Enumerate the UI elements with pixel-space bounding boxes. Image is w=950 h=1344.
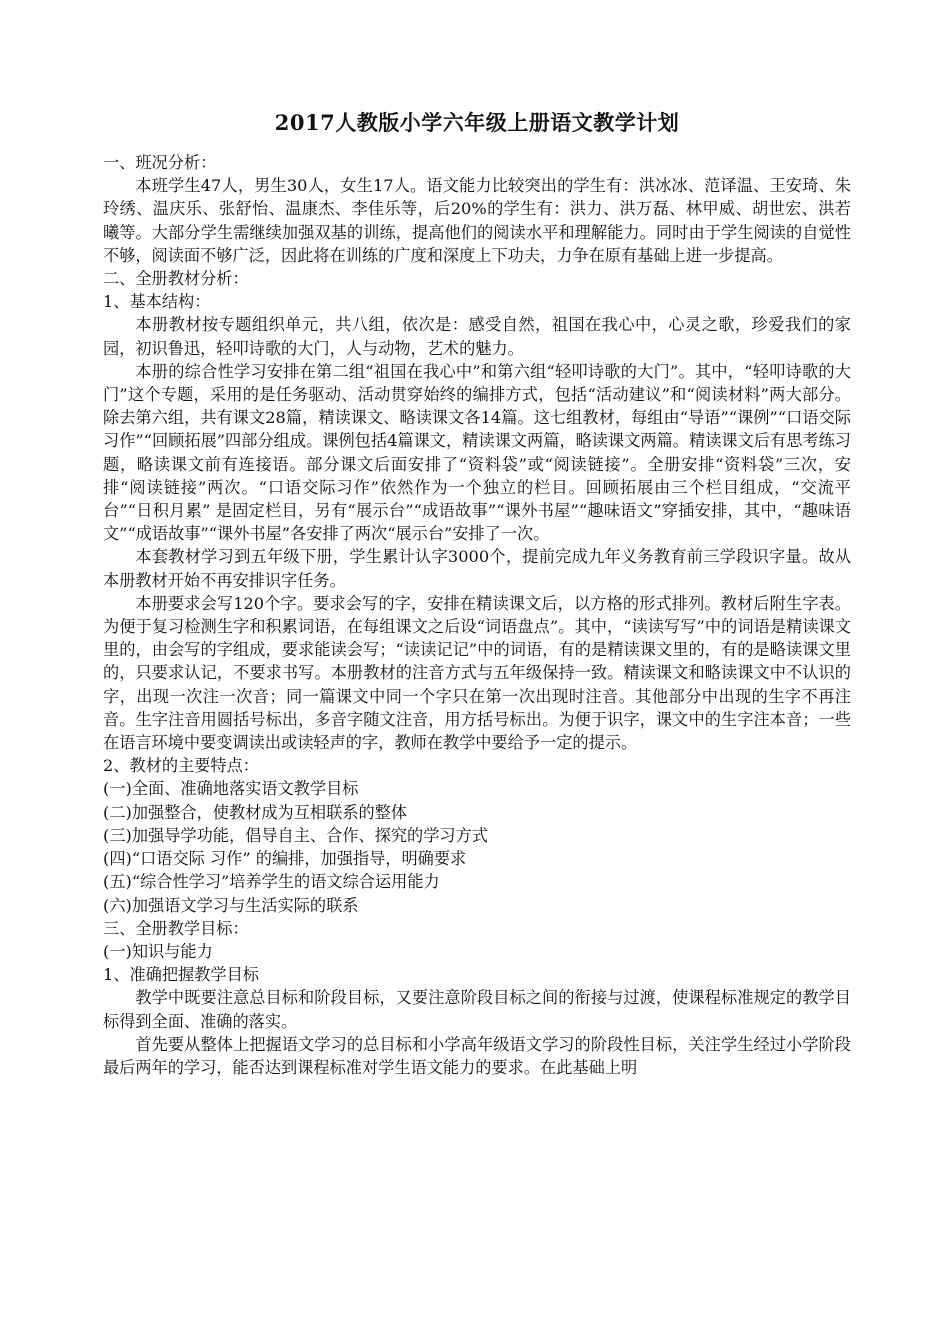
document-title: 2017人教版小学六年级上册语文教学计划 [274, 110, 680, 135]
feature-item-5: (五)“综合性学习”培养学生的语文综合运用能力 [103, 872, 440, 892]
paragraph-overall-goals: 首先要从整体上把握语文学习的总目标和小学高年级语文学习的阶段性目标，关注学生经过小学阶段最后两年的学习，能否达到课程标准对学生语文能力的要求。在此基础上明 [103, 1034, 851, 1077]
section-heading-teaching-goals: 三、全册教学目标： [103, 918, 249, 938]
subheading-knowledge-ability: (一)知识与能力 [103, 941, 213, 961]
subheading-grasp-goals: 1、准确把握教学目标 [103, 965, 259, 985]
subheading-main-features: 2、教材的主要特点： [103, 756, 259, 776]
paragraph-writing-characters: 本册要求会写120个字。要求会写的字，安排在精读课文后，以方格的形式排列。教材后附生字表。为便于复习检测生字和积累词语，在每组课文之后设“词语盘点”。其中，“读读写写”中的词语是精读课文里的，由会写的字组成，要求能读会写；“读读记记”中的词语，有的是精读课文里的，有的是略读课文里的，只要求认记，不要求书写。本册教材的注音方式与五年级保持一致。精读课文和略读课文中不认识的字，出现一次注一次音；同一篇课文中同一个字只在第一次出现时注音。其他部分中出现的生字不再注音。生字注音用圆括号标出，多音字随文注音，用方括号标出。为便于识字，课文中的生字注本音；一些在语言环境中要变调读出或读轻声的字，教师在教学中要给予一定的提示。 [103, 593, 851, 753]
feature-item-3: (三)加强导学功能，倡导自主、合作、探究的学习方式 [103, 825, 488, 845]
paragraph-integrated-learning: 本册的综合性学习安排在第二组“祖国在我心中”和第六组“轻叩诗歌的大门”。其中，“轻叩诗歌的大门”这个专题，采用的是任务驱动、活动贯穿始终的编排方式，包括“活动建议”和“阅读材料”两大部分。除去第六组，共有课文28篇，精读课文、略读课文各14篇。这七组教材，每组由“导语”“课例”“口语交际习作”“回顾拓展”四部分组成。课例包括4篇课文，精读课文两篇，略读课文两篇。精读课文后有思考练习题，略读课文前有连接语。部分课文后面安排了“资料袋”或“阅读链接”。全册安排“资料袋”三次，安排“阅读链接”两次。“口语交际习作”依然作为一个独立的栏目。回顾拓展由三个栏目组成，“交流平台”“日积月累” 是固定栏目，另有“展示台”“成语故事”“课外书屋”“趣味语文”穿插安排，其中，“趣味语文”“成语故事”“课外书屋”各安排了两次“展示台”安排了一次。 [103, 361, 851, 544]
paragraph-literacy: 本套教材学习到五年级下册，学生累计认字3000个，提前完成九年义务教育前三学段识字量。故从本册教材开始不再安排识字任务。 [103, 547, 851, 590]
feature-item-1: (一)全面、准确地落实语文教学目标 [103, 779, 359, 799]
paragraph-goal-transition: 教学中既要注意总目标和阶段目标，又要注意阶段目标之间的衔接与过渡，使课程标准规定的教学目标得到全面、准确的落实。 [103, 988, 851, 1031]
section-heading-class-analysis: 一、班况分析： [103, 153, 217, 172]
feature-item-4: (四)“口语交际 习作” 的编排，加强指导，明确要求 [103, 849, 467, 869]
section-heading-textbook-analysis: 二、全册教材分析： [103, 269, 249, 289]
paragraph-class-analysis: 本班学生47人，男生30人，女生17人。语文能力比较突出的学生有：洪冰冰、范译温、王安琦、朱玲绣、温庆乐、张舒怡、温康杰、李佳乐等，后20%的学生有：洪力、洪万磊、林甲威、胡世宏、洪若曦等。大部分学生需继续加强双基的训练，提高他们的阅读水平和理解能力。同时由于学生阅读的自觉性不够，阅读面不够广泛，因此将在训练的广度和深度上下功夫，力争在原有基础上进一步提高。 [103, 176, 851, 265]
paragraph-units: 本册教材按专题组织单元，共八组，依次是：感受自然，祖国在我心中，心灵之歌，珍爱我们的家园，初识鲁迅，轻叩诗歌的大门，人与动物，艺术的魅力。 [103, 315, 851, 358]
subheading-basic-structure: 1、基本结构： [103, 292, 211, 312]
feature-item-6: (六)加强语文学习与生活实际的联系 [103, 895, 359, 915]
feature-item-2: (二)加强整合，使教材成为互相联系的整体 [103, 802, 408, 822]
document-page [103, 108, 851, 1079]
